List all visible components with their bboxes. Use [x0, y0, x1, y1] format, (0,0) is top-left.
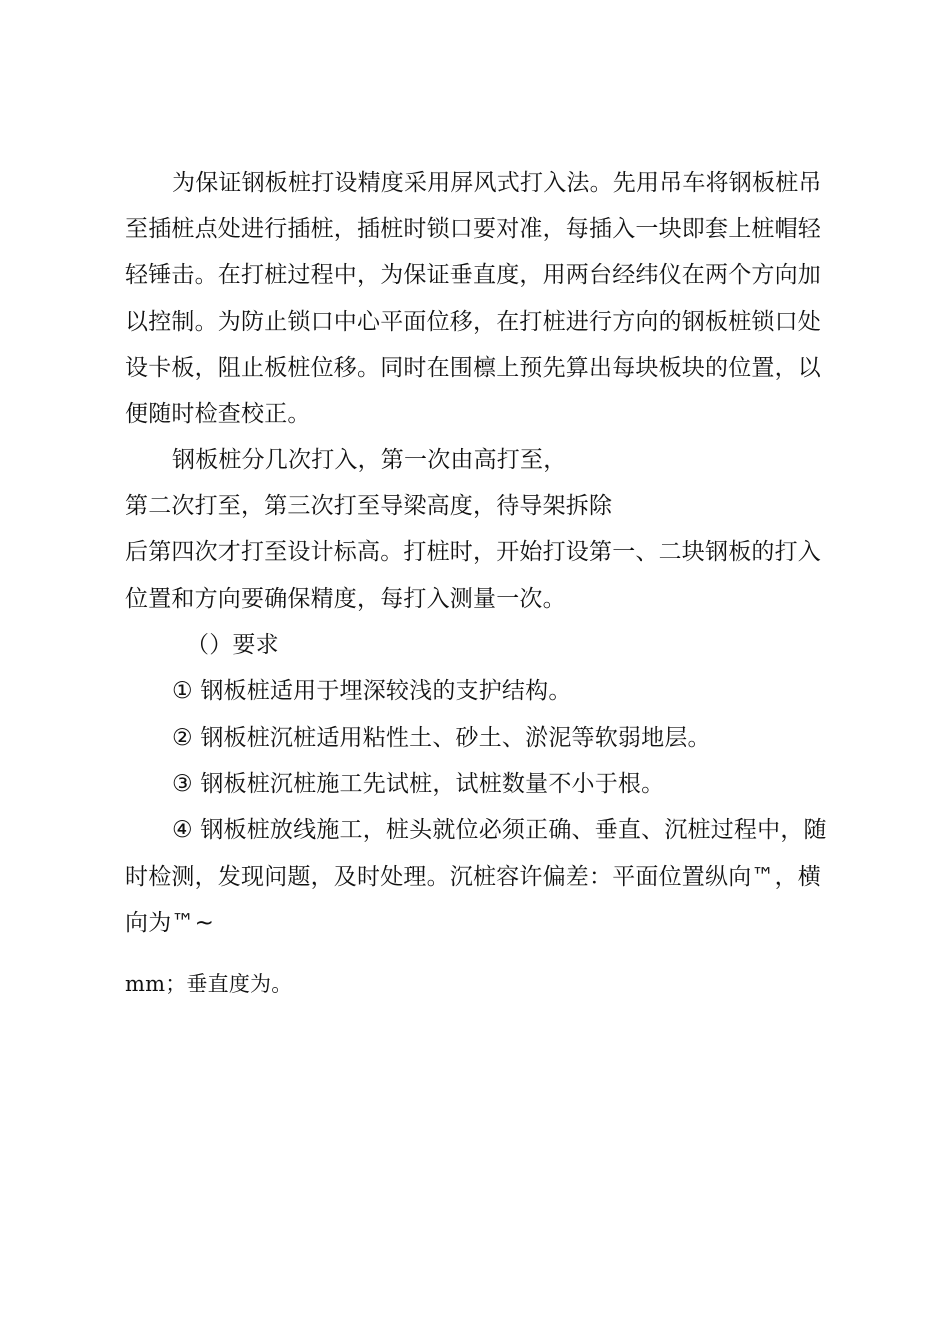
paragraph-1-line-2: 至插桩点处进行插桩，插桩时锁口要对准，每插入一块即套上桩帽轻 — [125, 216, 821, 242]
paragraph-1-line-4: 以控制。为防止锁口中心平面位移，在打桩进行方向的钢板桩锁口处 — [125, 309, 821, 335]
requirement-4-line-1: ④ 钢板桩放线施工，桩头就位必须正确、垂直、沉桩过程中，随 — [172, 817, 827, 843]
paragraph-1-line-3: 轻锤击。在打桩过程中，为保证垂直度，用两台经纬仪在两个方向加 — [125, 262, 821, 288]
section-heading: （）要求 — [186, 632, 279, 658]
requirement-1: ① 钢板桩适用于埋深较浅的支护结构。 — [172, 678, 572, 704]
paragraph-1-line-6: 便随时检查校正。 — [125, 401, 311, 427]
paragraph-2-line-3: 后第四次才打至设计标高。打桩时，开始打设第一、二块钢板的打入 — [125, 539, 821, 565]
tolerance-tail-line: mm；垂直度为。 — [125, 972, 293, 996]
requirement-4-line-2: 时检测，发现问题，及时处理。沉桩容许偏差：平面位置纵向™，横 — [125, 864, 821, 890]
paragraph-1-line-5: 设卡板，阻止板桩位移。同时在围檩上预先算出每块板块的位置，以 — [125, 355, 821, 381]
requirement-3: ③ 钢板桩沉桩施工先试桩，试桩数量不小于根。 — [172, 771, 665, 797]
paragraph-2-line-2: 第二次打至，第三次打至导梁高度，待导架拆除 — [125, 493, 613, 519]
paragraph-2-line-1: 钢板桩分几次打入，第一次由高打至， — [172, 447, 567, 473]
requirement-2: ② 钢板桩沉桩适用粘性土、砂土、淤泥等软弱地层。 — [172, 725, 711, 751]
paragraph-1-line-1: 为保证钢板桩打设精度采用屏风式打入法。先用吊车将钢板桩吊 — [172, 170, 822, 196]
paragraph-2-line-4: 位置和方向要确保精度，每打入测量一次。 — [125, 586, 566, 612]
requirement-4-line-3: 向为™~ — [125, 910, 215, 936]
